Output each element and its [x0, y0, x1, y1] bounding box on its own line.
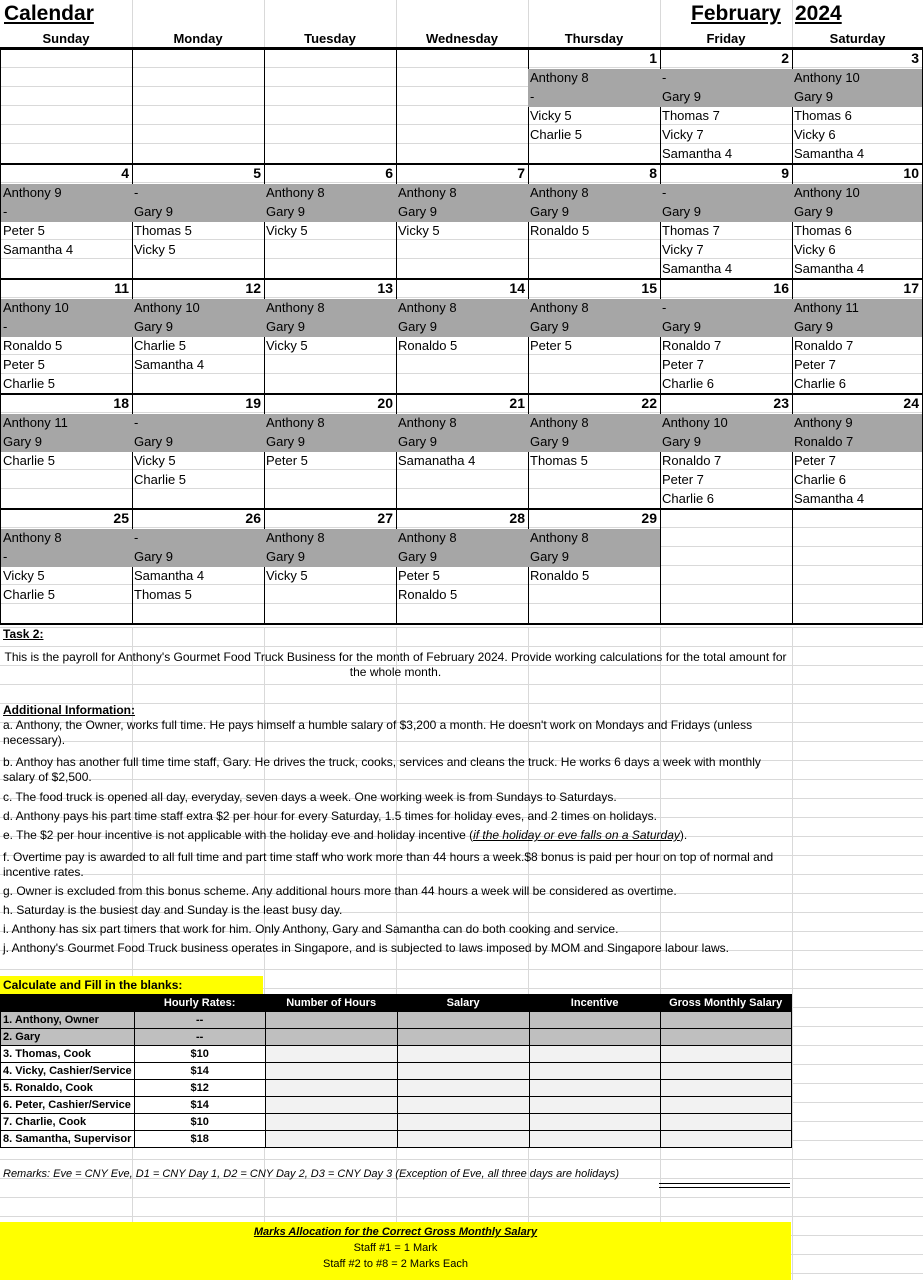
staff-entry: Thomas 5	[134, 223, 192, 238]
staff-entry: Ronaldo 7	[794, 434, 854, 449]
staff-entry: Gary 9	[266, 549, 306, 564]
staff-entry: Gary 9	[134, 549, 174, 564]
staff-entry: Charlie 5	[134, 472, 187, 487]
staff-entry: Gary 9	[266, 204, 306, 219]
weekday-header-monday: Monday	[173, 31, 223, 46]
payroll-header-cell: Hourly Rates:	[134, 995, 265, 1012]
day-number: 6	[385, 165, 393, 181]
day-number: 17	[903, 280, 919, 296]
staff-entry: Gary 9	[266, 319, 306, 334]
hourly-rate: $18	[134, 1131, 265, 1148]
staff-entry: Gary 9	[398, 549, 438, 564]
staff-entry: Anthony 9	[3, 185, 62, 200]
day-number: 8	[649, 165, 657, 181]
staff-name: 1. Anthony, Owner	[1, 1012, 135, 1029]
staff-entry: Anthony 10	[794, 185, 860, 200]
salary-input[interactable]	[397, 1063, 529, 1080]
staff-entry: Peter 7	[794, 357, 836, 372]
staff-entry: Anthony 8	[530, 530, 589, 545]
staff-entry: Thomas 7	[662, 223, 720, 238]
payroll-header-cell: Gross Monthly Salary	[660, 995, 791, 1012]
day-number: 1	[649, 50, 657, 66]
hours-input[interactable]	[265, 1131, 397, 1148]
staff-entry: Samantha 4	[3, 242, 74, 257]
staff-name: 6. Peter, Cashier/Service	[1, 1097, 135, 1114]
calendar-day-cell[interactable]	[660, 50, 793, 163]
calendar-day-cell[interactable]	[528, 165, 661, 278]
staff-entry: Anthony 8	[398, 415, 457, 430]
calendar-day-cell[interactable]	[264, 510, 397, 623]
info-item-a: a. Anthony, the Owner, works full time. He pays himself a humble salary of $3,200 a month. He doesn't work on Mondays and Fridays (unless necessary).	[3, 718, 753, 747]
task-description: This is the payroll for Anthony's Gourmet Food Truck Business for the month of February 2024. Provide working calculations for the total amount for the whole month.	[4, 650, 787, 679]
gross-salary-input[interactable]	[660, 1012, 791, 1029]
staff-entry: Ronaldo 5	[3, 338, 63, 353]
info-item-j: j. Anthony's Gourmet Food Truck business operates in Singapore, and is subjected to laws imposed by MOM and Singapore labour laws.	[3, 941, 730, 955]
gross-salary-input[interactable]	[660, 1131, 791, 1148]
staff-entry: Thomas 5	[530, 453, 588, 468]
staff-entry: Gary 9	[662, 319, 702, 334]
salary-input[interactable]	[397, 1131, 529, 1148]
staff-entry: Vicky 5	[134, 453, 176, 468]
info-item-b: b. Anthoy has another full time time staff, Gary. He drives the truck, cooks, services and cleans the truck. He works 6 days a week with monthly salary of $2,500.	[3, 755, 761, 784]
gridline	[0, 1216, 923, 1217]
calendar-week-1	[0, 48, 923, 163]
staff-entry: Thomas 6	[794, 223, 852, 238]
calendar-day-cell[interactable]	[396, 510, 529, 623]
staff-entry: Gary 9	[530, 204, 570, 219]
staff-entry: Gary 9	[530, 319, 570, 334]
staff-entry: Peter 7	[662, 472, 704, 487]
weekday-header-friday: Friday	[706, 31, 746, 46]
info-item-d: d. Anthony pays his part time staff extra $2 per hour for every Saturday, 1.5 times for holiday eves, and 2 times on holidays.	[3, 809, 657, 823]
hours-input[interactable]	[265, 1012, 397, 1029]
payroll-header-cell: Incentive	[529, 995, 660, 1012]
staff-entry: Gary 9	[266, 434, 306, 449]
day-number: 2	[781, 50, 789, 66]
staff-entry: Gary 9	[134, 204, 174, 219]
staff-entry: Peter 5	[3, 357, 45, 372]
calendar-day-cell[interactable]	[792, 510, 923, 623]
salary-input[interactable]	[397, 1080, 529, 1097]
calendar-day-cell[interactable]	[660, 165, 793, 278]
calendar-title: Calendar	[4, 2, 94, 25]
staff-entry: Charlie 5	[530, 127, 583, 142]
staff-entry: Gary 9	[134, 434, 174, 449]
info-item-e-tail: ).	[679, 828, 688, 842]
weekday-header-saturday: Saturday	[829, 31, 886, 46]
calendar-day-cell[interactable]	[396, 165, 529, 278]
marks-line-2: Staff #2 to #8 = 2 Marks Each	[322, 1258, 469, 1270]
staff-name: 3. Thomas, Cook	[1, 1046, 135, 1063]
staff-entry: Gary 9	[3, 434, 43, 449]
calculate-title: Calculate and Fill in the blanks:	[0, 976, 263, 994]
gross-salary-input[interactable]	[660, 1046, 791, 1063]
staff-entry: -	[662, 185, 667, 200]
staff-entry: Anthony 8	[266, 530, 325, 545]
incentive-input[interactable]	[529, 1046, 660, 1063]
calendar-week-5	[0, 508, 923, 625]
payroll-row	[1, 1046, 792, 1063]
staff-entry: -	[134, 530, 139, 545]
calendar-day-cell[interactable]	[792, 395, 923, 508]
payroll-header-cell	[1, 995, 135, 1012]
gross-salary-input[interactable]	[660, 1114, 791, 1131]
salary-input[interactable]	[397, 1114, 529, 1131]
hourly-rate: --	[134, 1029, 265, 1046]
calendar-day-cell[interactable]	[132, 395, 265, 508]
hours-input[interactable]	[265, 1097, 397, 1114]
gridline	[0, 1197, 923, 1198]
hourly-rate: $14	[134, 1097, 265, 1114]
hourly-rate: $12	[134, 1080, 265, 1097]
staff-entry: Anthony 10	[662, 415, 728, 430]
staff-entry: Ronaldo 5	[530, 568, 590, 583]
staff-entry: Vicky 5	[266, 568, 308, 583]
gridline	[0, 969, 923, 970]
incentive-input[interactable]	[529, 1097, 660, 1114]
calendar-day-cell[interactable]	[264, 395, 397, 508]
staff-entry: Charlie 6	[794, 376, 847, 391]
staff-entry: Vicky 5	[266, 223, 308, 238]
staff-entry: -	[3, 549, 8, 564]
day-number: 16	[773, 280, 789, 296]
day-number: 26	[245, 510, 261, 526]
staff-entry: Samantha 4	[794, 491, 865, 506]
calendar-day-cell[interactable]	[264, 280, 397, 393]
staff-entry: Charlie 5	[3, 587, 56, 602]
incentive-input[interactable]	[529, 1012, 660, 1029]
staff-entry: Samantha 4	[794, 146, 865, 161]
staff-entry: Vicky 6	[794, 242, 836, 257]
staff-entry: Charlie 5	[3, 376, 56, 391]
staff-entry: Anthony 8	[3, 530, 62, 545]
staff-name: 7. Charlie, Cook	[1, 1114, 135, 1131]
staff-name: 8. Samantha, Supervisor	[1, 1131, 135, 1148]
staff-entry: Peter 5	[530, 338, 572, 353]
gridline	[0, 1159, 923, 1160]
calendar-day-cell[interactable]	[792, 165, 923, 278]
staff-entry: Thomas 6	[794, 108, 852, 123]
day-number: 19	[245, 395, 261, 411]
staff-entry: Gary 9	[794, 204, 834, 219]
staff-entry: Charlie 5	[3, 453, 56, 468]
staff-entry: Thomas 5	[134, 587, 192, 602]
payroll-row	[1, 1131, 792, 1148]
staff-entry: Anthony 8	[398, 530, 457, 545]
calendar-day-cell[interactable]	[792, 50, 923, 163]
payroll-table	[0, 994, 792, 1148]
staff-entry: Ronaldo 5	[530, 223, 590, 238]
staff-entry: Vicky 5	[266, 338, 308, 353]
marks-line-1: Staff #1 = 1 Mark	[353, 1242, 438, 1254]
staff-entry: Gary 9	[662, 89, 702, 104]
hours-input[interactable]	[265, 1029, 397, 1046]
salary-input[interactable]	[397, 1097, 529, 1114]
staff-entry: Samantha 4	[662, 146, 733, 161]
calendar-day-cell[interactable]	[0, 395, 133, 508]
staff-entry: -	[662, 70, 667, 85]
hours-input[interactable]	[265, 1114, 397, 1131]
staff-entry: Gary 9	[134, 319, 174, 334]
day-number: 18	[113, 395, 129, 411]
calendar-day-cell[interactable]	[396, 395, 529, 508]
staff-entry: Charlie 5	[134, 338, 187, 353]
calendar-day-cell[interactable]	[528, 280, 661, 393]
staff-entry: Gary 9	[398, 434, 438, 449]
salary-input[interactable]	[397, 1046, 529, 1063]
gridline	[0, 684, 923, 685]
info-item-g: g. Owner is excluded from this bonus scheme. Any additional hours more than 44 hours a week will be considered as overtime.	[3, 884, 677, 898]
calendar-day-cell[interactable]	[132, 280, 265, 393]
year-title: 2024	[795, 2, 842, 25]
remarks-text: Remarks: Eve = CNY Eve, D1 = CNY Day 1, D2 = CNY Day 2, D3 = CNY Day 3 (Exception of Eve, all three days are holidays)	[3, 1168, 620, 1180]
staff-entry: Thomas 7	[662, 108, 720, 123]
info-item-i: i. Anthony has six part timers that work for him. Only Anthony, Gary and Samantha can do both cooking and service.	[3, 922, 619, 936]
calendar-week-2	[0, 163, 923, 278]
calendar-day-cell[interactable]	[0, 280, 133, 393]
calendar-day-cell[interactable]	[660, 395, 793, 508]
staff-entry: -	[3, 319, 8, 334]
staff-entry: Peter 5	[398, 568, 440, 583]
calendar-day-cell[interactable]	[528, 395, 661, 508]
staff-name: 4. Vicky, Cashier/Service	[1, 1063, 135, 1080]
staff-entry: Peter 5	[266, 453, 308, 468]
calendar-day-cell[interactable]	[792, 280, 923, 393]
payroll-header-cell: Salary	[397, 995, 529, 1012]
staff-entry: Ronaldo 7	[662, 453, 722, 468]
staff-entry: Anthony 8	[530, 70, 589, 85]
staff-entry: Gary 9	[794, 319, 834, 334]
payroll-header-row	[1, 995, 792, 1012]
staff-entry: Samantha 4	[794, 261, 865, 276]
staff-entry: Vicky 5	[134, 242, 176, 257]
calendar-day-cell[interactable]	[396, 280, 529, 393]
day-number: 27	[377, 510, 393, 526]
staff-entry: -	[134, 185, 139, 200]
staff-entry: Charlie 6	[794, 472, 847, 487]
staff-entry: -	[662, 300, 667, 315]
hourly-rate: --	[134, 1012, 265, 1029]
staff-entry: Ronaldo 5	[398, 587, 458, 602]
payroll-row	[1, 1012, 792, 1029]
staff-entry: Samantha 4	[134, 568, 205, 583]
staff-entry: Peter 7	[662, 357, 704, 372]
info-item-h: h. Saturday is the busiest day and Sunday is the least busy day.	[3, 903, 343, 917]
hourly-rate: $10	[134, 1046, 265, 1063]
calendar-day-cell[interactable]	[0, 50, 133, 163]
staff-entry: Samantha 4	[134, 357, 205, 372]
gross-salary-input[interactable]	[660, 1029, 791, 1046]
staff-entry: Anthony 8	[266, 415, 325, 430]
staff-entry: Vicky 5	[530, 108, 572, 123]
total-double-underline	[659, 1183, 790, 1188]
staff-name: 5. Ronaldo, Cook	[1, 1080, 135, 1097]
calendar-day-cell[interactable]	[132, 165, 265, 278]
staff-entry: Peter 7	[794, 453, 836, 468]
incentive-input[interactable]	[529, 1063, 660, 1080]
calendar-day-cell[interactable]	[528, 510, 661, 623]
day-number: 5	[253, 165, 261, 181]
payroll-header-cell: Number of Hours	[265, 995, 397, 1012]
info-item-c: c. The food truck is opened all day, everyday, seven days a week. One working week is from Sundays to Saturdays.	[3, 790, 617, 804]
staff-entry: Anthony 11	[794, 300, 859, 315]
staff-entry: Anthony 8	[530, 185, 589, 200]
gross-salary-input[interactable]	[660, 1097, 791, 1114]
incentive-input[interactable]	[529, 1080, 660, 1097]
salary-input[interactable]	[397, 1029, 529, 1046]
calendar-day-cell[interactable]	[0, 510, 133, 623]
day-number: 13	[377, 280, 393, 296]
staff-entry: -	[134, 415, 139, 430]
day-number: 21	[509, 395, 525, 411]
calendar-week-4	[0, 393, 923, 508]
info-item-f: f. Overtime pay is awarded to all full time and part time staff who work more than 44 hours a week.$8 bonus is paid per hour on top of normal and incentive rates.	[3, 850, 774, 879]
payroll-row	[1, 1080, 792, 1097]
weekday-header-thursday: Thursday	[564, 31, 624, 46]
gross-salary-input[interactable]	[660, 1063, 791, 1080]
staff-entry: Peter 5	[3, 223, 45, 238]
weekday-header-sunday: Sunday	[42, 31, 90, 46]
day-number: 11	[114, 280, 129, 296]
hours-input[interactable]	[265, 1063, 397, 1080]
staff-name: 2. Gary	[1, 1029, 135, 1046]
staff-entry: Gary 9	[530, 549, 570, 564]
staff-entry: Gary 9	[530, 434, 570, 449]
calendar-week-3	[0, 278, 923, 393]
day-number: 28	[509, 510, 525, 526]
hours-input[interactable]	[265, 1046, 397, 1063]
staff-entry: Ronaldo 7	[662, 338, 722, 353]
hours-input[interactable]	[265, 1080, 397, 1097]
hourly-rate: $14	[134, 1063, 265, 1080]
day-number: 7	[517, 165, 525, 181]
staff-entry: Samantha 4	[662, 261, 733, 276]
staff-entry: Vicky 5	[3, 568, 45, 583]
staff-entry: Gary 9	[662, 434, 702, 449]
calendar-day-cell[interactable]	[132, 50, 265, 163]
day-number: 24	[903, 395, 919, 411]
day-number: 10	[903, 165, 919, 181]
gridline	[0, 646, 923, 647]
info-item-e-text: e. The $2 per hour incentive is not applicable with the holiday eve and holiday incentive (	[3, 828, 474, 842]
staff-entry: Charlie 6	[662, 491, 715, 506]
staff-entry: Gary 9	[794, 89, 834, 104]
weekday-header-tuesday: Tuesday	[304, 31, 356, 46]
staff-entry: Gary 9	[398, 319, 438, 334]
staff-entry: Anthony 10	[134, 300, 200, 315]
staff-entry: Vicky 7	[662, 127, 704, 142]
task-title: Task 2:	[3, 627, 44, 641]
marks-title: Marks Allocation for the Correct Gross Monthly Salary	[253, 1226, 538, 1238]
calendar-day-cell[interactable]	[396, 50, 529, 163]
staff-entry: Vicky 5	[398, 223, 440, 238]
payroll-row	[1, 1114, 792, 1131]
staff-entry: Anthony 8	[530, 300, 589, 315]
staff-entry: Samanatha 4	[398, 453, 476, 468]
gridline	[792, 627, 793, 1280]
staff-entry: Charlie 6	[662, 376, 715, 391]
day-number: 15	[641, 280, 657, 296]
payroll-row	[1, 1063, 792, 1080]
incentive-input[interactable]	[529, 1029, 660, 1046]
additional-info-title: Additional Information:	[3, 703, 135, 717]
month-title: February	[691, 2, 781, 25]
staff-entry: Vicky 7	[662, 242, 704, 257]
staff-entry: Anthony 8	[266, 300, 325, 315]
incentive-input[interactable]	[529, 1114, 660, 1131]
day-number: 22	[641, 395, 657, 411]
day-number: 20	[377, 395, 393, 411]
day-number: 9	[781, 165, 789, 181]
info-item-e-emphasis: if the holiday or eve falls on a Saturday	[473, 828, 680, 842]
calendar-day-cell[interactable]	[660, 510, 793, 623]
staff-entry: Anthony 8	[398, 185, 457, 200]
weekday-header-wednesday: Wednesday	[425, 31, 498, 46]
staff-entry: Anthony 8	[398, 300, 457, 315]
staff-entry: Gary 9	[662, 204, 702, 219]
day-number: 29	[641, 510, 657, 526]
salary-input[interactable]	[397, 1012, 529, 1029]
staff-entry: Ronaldo 7	[794, 338, 854, 353]
calendar-day-cell[interactable]	[528, 50, 661, 163]
staff-entry: Anthony 8	[266, 185, 325, 200]
calendar-day-cell[interactable]	[660, 280, 793, 393]
staff-entry: Anthony 8	[530, 415, 589, 430]
staff-entry: -	[530, 89, 535, 104]
staff-entry: Anthony 10	[794, 70, 860, 85]
info-item-e	[3, 828, 788, 843]
calendar-day-cell[interactable]	[0, 165, 133, 278]
gross-salary-input[interactable]	[660, 1080, 791, 1097]
day-number: 25	[113, 510, 129, 526]
payroll-row	[1, 1097, 792, 1114]
staff-entry: Anthony 10	[3, 300, 69, 315]
calendar-day-cell[interactable]	[264, 50, 397, 163]
staff-entry: Ronaldo 5	[398, 338, 458, 353]
hourly-rate: $10	[134, 1114, 265, 1131]
calendar-day-cell[interactable]	[264, 165, 397, 278]
staff-entry: Anthony 9	[794, 415, 853, 430]
day-number: 23	[773, 395, 789, 411]
calendar-day-cell[interactable]	[132, 510, 265, 623]
staff-entry: Vicky 6	[794, 127, 836, 142]
staff-entry: -	[3, 204, 8, 219]
day-number: 12	[245, 280, 261, 296]
staff-entry: Gary 9	[398, 204, 438, 219]
marks-allocation-box	[0, 1222, 791, 1280]
payroll-row	[1, 1029, 792, 1046]
staff-entry: Anthony 11	[3, 415, 68, 430]
day-number: 4	[121, 165, 129, 181]
day-number: 14	[509, 280, 525, 296]
incentive-input[interactable]	[529, 1131, 660, 1148]
day-number: 3	[911, 50, 919, 66]
